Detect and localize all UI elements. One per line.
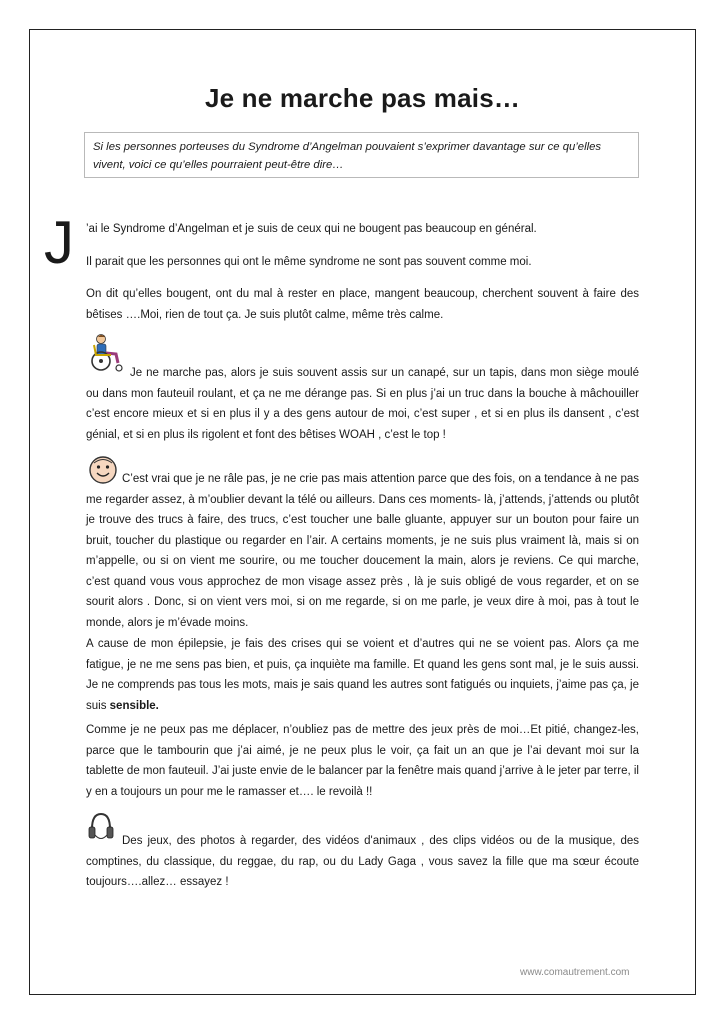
paragraph-4: Je ne marche pas, alors je suis souvent assis sur un canapé, sur un tapis, dans mon siège moulé ou dans mon fauteuil roulant, et ça ne me dérange pas. Si en plus j’ai un truc dans la bouche à mâchouiller c’est encore mieux et si en plus il y a des gens autour de moi, c’est super , et si en plus ils dansent , c’est génial, et si en plus ils rigolent et font des bêtises WOAH , c’est le top ! (86, 367, 639, 441)
paragraph-2: Il parait que les personnes qui ont le même syndrome ne sont pas souvent comme moi. (86, 256, 532, 268)
paragraph-8: Des jeux, des photos à regarder, des vidéos d'animaux , des clips vidéos ou de la musique, des comptines, du classique, du reggae, du rap, ou du Lady Gaga , vous savez la fille que ma sœur écoute toujours….allez… essayez ! (86, 835, 639, 888)
paragraph-6-emphasis: sensible. (109, 699, 159, 712)
paragraph-6 (86, 634, 639, 716)
intro-box: Si les personnes porteuses du Syndrome d’Angelman pouvaient s’exprimer davantage sur ce qu’elles vivent, voici ce qu’elles pourraient peut-être dire… (84, 132, 639, 178)
page-title: Je ne marche pas mais… (204, 83, 521, 113)
drop-cap: J (44, 209, 74, 276)
paragraph-6-text: A cause de mon épilepsie, je fais des crises qui se voient et d’autres qui ne se voient pas. Alors ça me fatigue, je ne me sens pas bien, et puis, ça inquiète ma famille. Et quand les gens sont mal, je le suis aussi. Je ne comprends pas tous les mots, mais je sais quand les autres sont fatigués ou inquiets, j’aime pas ça, je suis (86, 638, 639, 712)
footer-url[interactable]: www.comautrement.com (520, 967, 630, 978)
paragraph-1: ’ai le Syndrome d’Angelman et je suis de ceux qui ne bougent pas beaucoup en général. (86, 223, 537, 235)
paragraph-7: Comme je ne peux pas me déplacer, n’oubliez pas de mettre des jeux près de moi…Et pitié, changez-les, parce que le tambourin que j’ai aimé, je ne peux plus le voir, ça fait un an que je l’ai devant moi sur la tablette de mon fauteuil. J’ai juste envie de le balancer par la fenêtre mais quand j’arrive à le jeter par terre, il y en a toujours un pour me le ramasser et…. le revoilà !! (86, 724, 639, 798)
paragraph-3: On dit qu’elles bougent, ont du mal à rester en place, mangent beaucoup, cherchent souvent à faire des bêtises ….Moi, rien de tout ça. Je suis plutôt calme, même très calme. (86, 288, 639, 321)
paragraph-5: C’est vrai que je ne râle pas, je ne crie pas mais attention parce que des fois, on a tendance à ne pas me regarder assez, à m’oublier devant la télé ou ailleurs. Dans ces moments- là, j’attends, j’attends ou plutôt je trouve des trucs à faire, des trucs, c’est toucher une balle gluante, appuyer sur un bouton pour faire un bruit, toucher du plastique ou regarder en l’air. A certains moments, je ne suis plus vraiment là, mais si on m’appelle, ou si on vient me sourire, ou me toucher doucement la main, alors je reviens. Ce qui marche, c’est quand vous vous approchez de mon visage assez près , là je suis obligé de vous regarder, et on se sourit alors . Donc, si on vient vers moi, si on me regarde, si on me parle, je veux dire à moi, pas à tout le monde, alors je m’évade moins. (86, 473, 639, 629)
